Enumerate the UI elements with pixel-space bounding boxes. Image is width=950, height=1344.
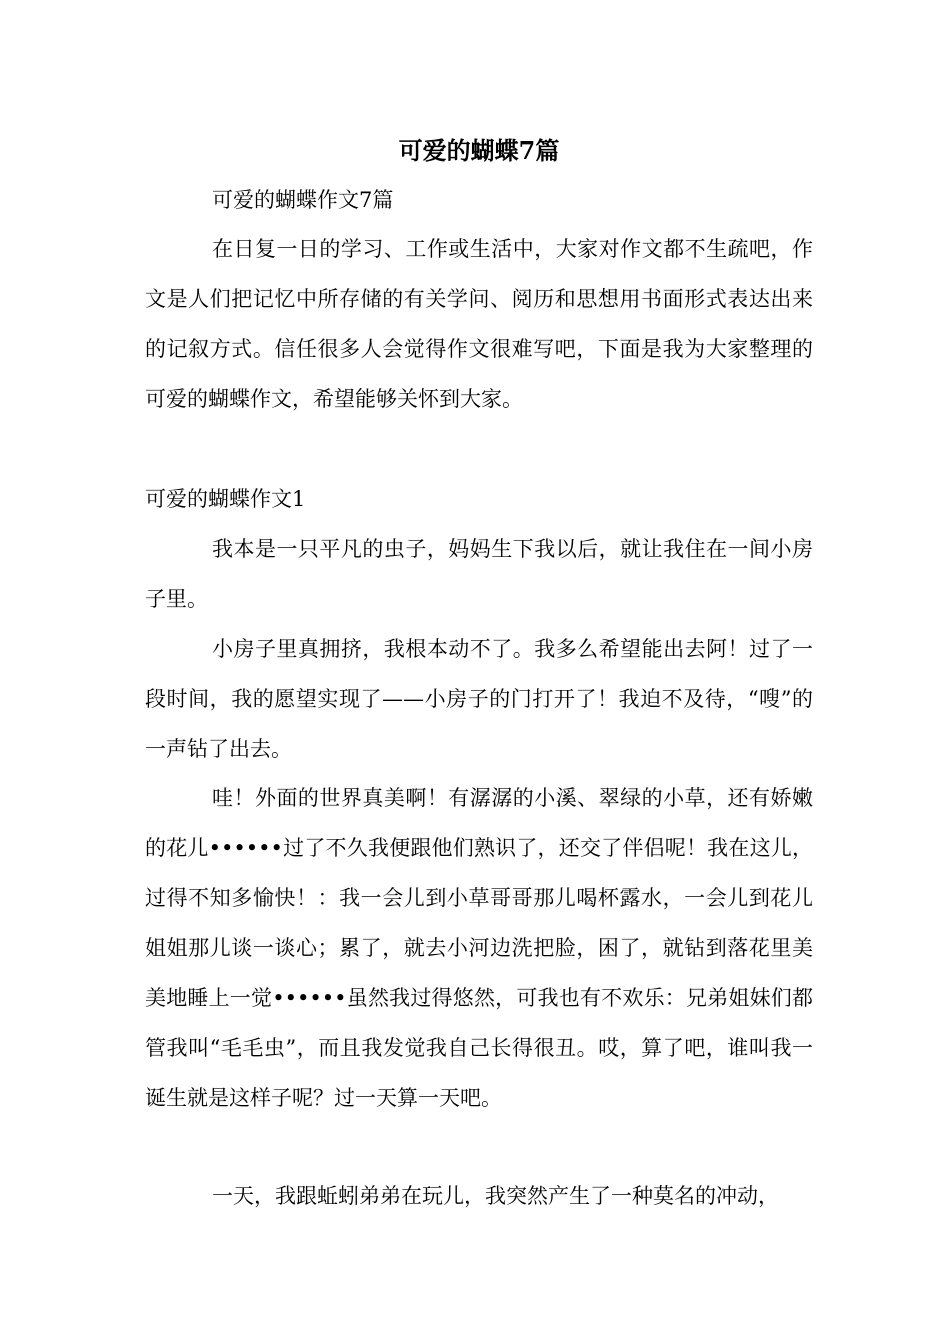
document-subtitle: 可爱的蝴蝶作文7篇 bbox=[212, 188, 394, 212]
body-paragraph: 我本是一只平凡的虫子，妈妈生下我以后，就让我住在一间小房子里。 bbox=[145, 537, 813, 611]
body-paragraph: 哇！外面的世界真美啊！有潺潺的小溪、翠绿的小草，还有娇嫩的花儿••••••过了不久我便跟他们熟识了，还交了伴侣呢！我在这儿，过得不知多愉快！：我一会儿到小草哥哥那儿喝杯露水，一会儿到花儿姐姐那儿谈一谈心；累了，就去小河边洗把脸，困了，就钻到落花里美美地睡上一觉••••••虽然我过得悠然，可我也有不欢乐：兄弟姐妹们都管我叫“毛毛虫”，而且我发觉我自己长得很丑。哎，算了吧，谁叫我一诞生就是这样子呢？过一天算一天吧。 bbox=[145, 786, 813, 1110]
body-paragraph: 一天，我跟蚯蚓弟弟在玩儿，我突然产生了一种莫名的冲动， bbox=[212, 1184, 779, 1208]
body-paragraph: 小房子里真拥挤，我根本动不了。我多么希望能出去阿！过了一段时间，我的愿望实现了——小房子的门打开了！我迫不及待，“嗖”的一声钻了出去。 bbox=[145, 637, 813, 761]
intro-paragraph: 在日复一日的学习、工作或生活中，大家对作文都不生疏吧，作文是人们把记忆中所存储的有关学问、阅历和思想用书面形式表达出来的记叙方式。信任很多人会觉得作文很难写吧，下面是我为大家整理的可爱的蝴蝶作文，希望能够关怀到大家。 bbox=[145, 237, 813, 411]
section-heading: 可爱的蝴蝶作文1 bbox=[145, 487, 306, 511]
document-title: 可爱的蝴蝶7篇 bbox=[398, 136, 560, 165]
